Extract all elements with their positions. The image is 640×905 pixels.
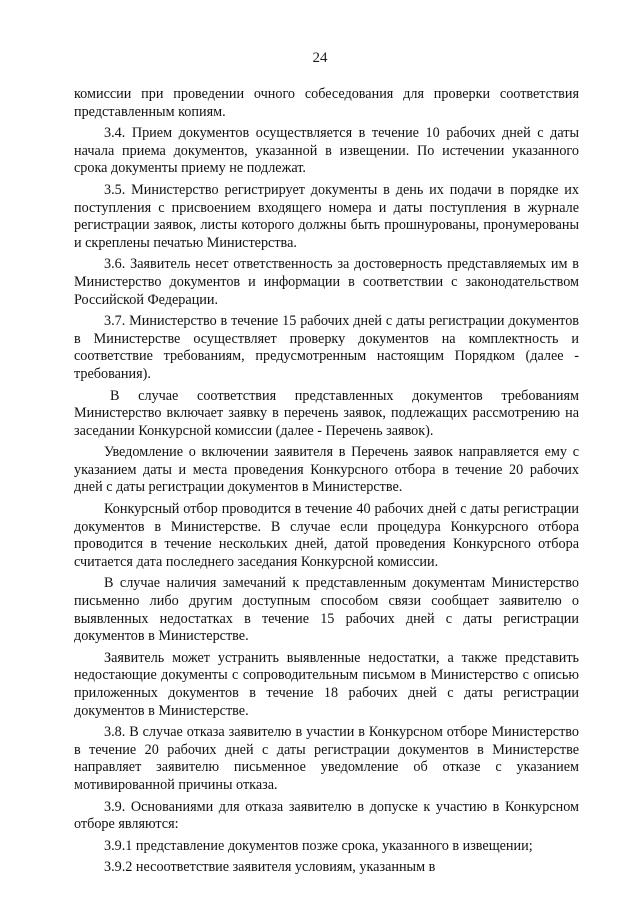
paragraph-continuation: комиссии при проведении очного собеседования для проверки соответствия представленным копиям. bbox=[74, 86, 579, 120]
paragraph-3-4: 3.4. Прием документов осуществляется в течение 10 рабочих дней с даты начала приема документов, указанной в извещении. По истечении указанного срока документы приему не подлежат. bbox=[74, 125, 579, 177]
paragraph-corrections: Заявитель может устранить выявленные недостатки, а также представить недостающие документы с сопроводительным письмом в Министерство с описью приложенных документов в течение 18 рабочих дней с даты регистрации документов в Министерстве. bbox=[74, 649, 579, 719]
paragraph-compliance: В случае соответствия представленных документов требованиям Министерство включает заявку в перечень заявок, подлежащих рассмотрению на заседании Конкурсной комиссии (далее - Перечень заявок). bbox=[74, 387, 579, 439]
paragraph-3-5: 3.5. Министерство регистрирует документы в день их подачи в порядке их поступления с присвоением входящего номера и даты поступления в журнале регистрации заявок, листы которого должны быть прошнурованы, пронумерованы и скреплены печатью Министерства. bbox=[74, 181, 579, 251]
paragraph-remarks: В случае наличия замечаний к представленным документам Министерство письменно либо другим доступным способом связи сообщает заявителю о выявленных недостатках в течение 15 рабочих дней с даты регистрации документов в Министерстве. bbox=[74, 575, 579, 645]
paragraph-3-6: 3.6. Заявитель несет ответственность за достоверность представляемых им в Министерство документов и информации в соответствии с законодательством Российской Федерации. bbox=[74, 256, 579, 308]
list-item-3-9-2: 3.9.2 несоответствие заявителя условиям, указанным в bbox=[104, 859, 436, 876]
paragraph-3-8: 3.8. В случае отказа заявителю в участии в Конкурсном отборе Министерство в течение 20 рабочих дней с даты регистрации документов в Министерстве направляет заявителю письменное уведомление об отказе с указанием мотивированной причины отказа. bbox=[74, 724, 579, 793]
paragraph-competition-timing: Конкурсный отбор проводится в течение 40 рабочих дней с даты регистрации документов в Министерстве. В случае если процедура Конкурсного отбора проводится в течение нескольких дней, датой проведения Конкурсного отбора считается дата последнего заседания Конкурсной комиссии. bbox=[74, 501, 579, 570]
document-body bbox=[74, 86, 579, 881]
paragraph-notification: Уведомление о включении заявителя в Перечень заявок направляется ему с указанием даты и места проведения Конкурсного отбора в течение 20 рабочих дней с даты регистрации документов в Министерстве. bbox=[74, 444, 579, 496]
list-item-3-9-1: 3.9.1 представление документов позже срока, указанного в извещении; bbox=[104, 837, 533, 854]
paragraph-3-7: 3.7. Министерство в течение 15 рабочих дней с даты регистрации документов в Министерстве осуществляет проверку документов на комплектность и соответствие требованиям, предусмотренным настоящим Порядком (далее - требования). bbox=[74, 313, 579, 382]
paragraph-3-9: 3.9. Основаниями для отказа заявителю в допуске к участию в Конкурсном отборе являются: bbox=[74, 798, 579, 833]
page-number: 24 bbox=[312, 50, 328, 66]
